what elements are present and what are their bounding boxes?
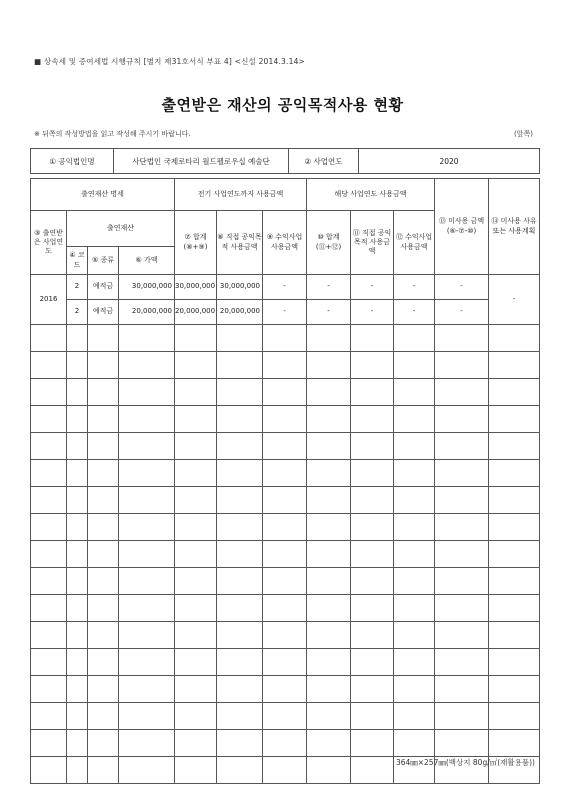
code-cell: 2 bbox=[67, 275, 88, 300]
unused-cell: - bbox=[435, 300, 489, 325]
table-row bbox=[31, 300, 540, 325]
empty-row bbox=[31, 433, 540, 460]
empty-row bbox=[31, 541, 540, 568]
curr-profit-cell: - bbox=[394, 275, 435, 300]
header-unused-amount: ⑬ 미사용 금액 (⑥-⑦-⑩) bbox=[435, 179, 489, 275]
prev-total-cell: 20,000,000 bbox=[175, 300, 217, 325]
header-donation-detail: 출연재산 명세 bbox=[31, 179, 175, 211]
empty-row bbox=[31, 730, 540, 757]
empty-row bbox=[31, 676, 540, 703]
paper-spec-footer: 364㎜×257㎜(백상지 80g/㎡(재활용품)) bbox=[395, 758, 535, 767]
prev-profit-cell: - bbox=[263, 300, 307, 325]
header-prev-profit: ⑨ 수익사업 사용금액 bbox=[263, 211, 307, 275]
kind-cell: 예적금 bbox=[88, 275, 119, 300]
empty-row bbox=[31, 325, 540, 352]
header-curr-total: ⑩ 합계 (⑪+⑫) bbox=[307, 211, 351, 275]
instruction-note: ※ 뒤쪽의 작성방법을 읽고 작성해 주시기 바랍니다. bbox=[34, 130, 191, 138]
curr-total-cell: - bbox=[307, 300, 351, 325]
form-header-note: ■ 상속세 및 증여세법 시행규칙 [별지 제31호서식 부표 4] <신설 2014.3.14> bbox=[34, 57, 306, 66]
year-received-cell: 2016 bbox=[31, 275, 67, 325]
empty-row bbox=[31, 703, 540, 730]
page-title: 출연받은 재산의 공익목적사용 현황 bbox=[161, 96, 404, 114]
unused-reason-cell: - bbox=[489, 275, 540, 325]
table-row bbox=[31, 275, 540, 300]
empty-row bbox=[31, 406, 540, 433]
header-kind: ⑤ 종류 bbox=[88, 247, 119, 275]
prev-direct-cell: 30,000,000 bbox=[217, 275, 263, 300]
prev-direct-cell: 20,000,000 bbox=[217, 300, 263, 325]
org-name-label: ① 공익법인명 bbox=[31, 149, 114, 174]
code-cell: 2 bbox=[67, 300, 88, 325]
empty-row bbox=[31, 595, 540, 622]
org-name-value: 사단법인 국제로타리 월드펠로우십 예술단 bbox=[114, 149, 289, 174]
header-value: ⑥ 가액 bbox=[119, 247, 175, 275]
header-prev-direct: ⑧ 직접 공익목적 사용금액 bbox=[217, 211, 263, 275]
header-prev-total: ⑦ 합계 (⑧+⑨) bbox=[175, 211, 217, 275]
prev-total-cell: 30,000,000 bbox=[175, 275, 217, 300]
header-unused-reason: ⑭ 미사용 사유 또는 사용계획 bbox=[489, 179, 540, 275]
header-code: ④ 코드 bbox=[67, 247, 88, 275]
kind-cell: 예적금 bbox=[88, 300, 119, 325]
header-curr-year: 해당 사업연도 사용금액 bbox=[307, 179, 435, 211]
empty-row bbox=[31, 514, 540, 541]
side-label: (앞쪽) bbox=[514, 130, 533, 138]
curr-direct-cell: - bbox=[351, 275, 394, 300]
empty-row bbox=[31, 568, 540, 595]
empty-row bbox=[31, 379, 540, 406]
empty-row bbox=[31, 352, 540, 379]
info-table bbox=[30, 148, 540, 174]
value-cell: 20,000,000 bbox=[119, 300, 175, 325]
value-cell: 30,000,000 bbox=[119, 275, 175, 300]
header-year-received: ③ 출연받은 사업연도 bbox=[31, 211, 67, 275]
curr-direct-cell: - bbox=[351, 300, 394, 325]
curr-profit-cell: - bbox=[394, 300, 435, 325]
unused-cell: - bbox=[435, 275, 489, 300]
usage-table bbox=[30, 178, 540, 784]
header-curr-profit: ⑫ 수익사업 사용금액 bbox=[394, 211, 435, 275]
business-year-label: ② 사업연도 bbox=[289, 149, 359, 174]
header-prev-years: 전기 사업연도까지 사용금액 bbox=[175, 179, 307, 211]
empty-row bbox=[31, 649, 540, 676]
business-year-value: 2020 bbox=[359, 149, 540, 174]
header-donated-property: 출연재산 bbox=[67, 211, 175, 247]
empty-row bbox=[31, 460, 540, 487]
empty-row bbox=[31, 622, 540, 649]
empty-row bbox=[31, 487, 540, 514]
curr-total-cell: - bbox=[307, 275, 351, 300]
prev-profit-cell: - bbox=[263, 275, 307, 300]
header-curr-direct: ⑪ 직접 공익목적 사용금액 bbox=[351, 211, 394, 275]
